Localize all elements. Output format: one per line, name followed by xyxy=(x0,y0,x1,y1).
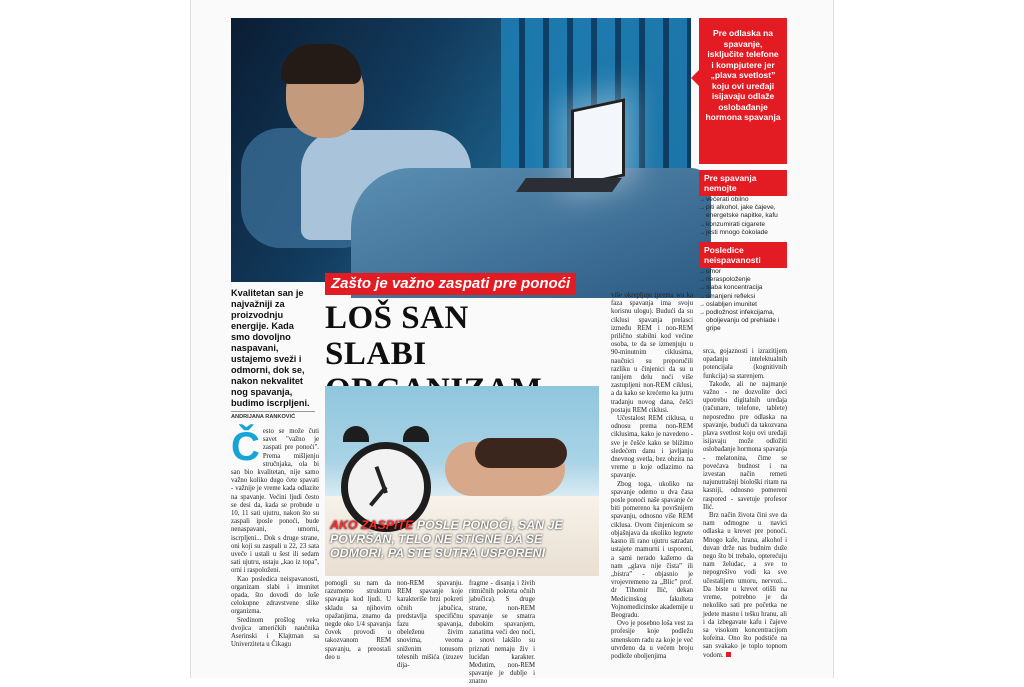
paragraph: Učestalost REM ciklusa, u odnosu prema non-REM ciklusima, kako je navedeno - sve je češće kako se bližimo sledećem danu i javljanju dnevnog svetla, bez obzira na vreme u koje odlazimo na spavanje. xyxy=(611,415,693,480)
article-intro: Kvalitetan san je najvažniji za proizvodnju energije. Kada smo dovoljno naspavani, ustajemo sveži i odmorni, dok se, nakon nekvalitet nog spavanja, budimo iscrpljeni. xyxy=(231,288,310,408)
man-hair-shape xyxy=(281,44,361,84)
article-column-6 xyxy=(703,348,787,660)
paragraph: Takođe, ali ne najmanje važno - ne dozvolite deci upotrebu digitalnih uređaja (računare, telefone, tablete) neposredno pre odlaska na spavanje, budući da takozvana plava svetlost koju ovi uređaji isijavaju može odložiti oslobađanje hormona spavanja - melatonina, čime se povećava budnost i na izvestan način remeti najunutrašnji biološki ritam na kasniji, odnosno pomereni raspored - savetuje profesor Ilić. xyxy=(703,380,787,511)
hero-photo xyxy=(231,18,691,282)
paragraph xyxy=(703,512,787,660)
article-column-4 xyxy=(469,580,535,687)
article-headline: LOŠ SAN SLABI xyxy=(325,300,469,372)
paragraph-text: Brz način života čini sve da nam odmogne u navici odlaska u krevet pre ponoći. Mnogo kafe, hrana, alkohol i duvan drže nas budnim duže nego što bi trebalo, opterećuju nam želudac, a sve to nepogrešivo vodi ka sve učestalijem umoru, nervozi... Da biste u krevet otišli na vreme, potrebno je da nekoliko sati pre početka ne jedete masnu i tešku hranu, ali i da izbegavate kafu i čajeve sa visokom koncentracijom kofeina. Ono što podstiče na san svakako je toplo topnom vodom. xyxy=(703,512,787,659)
sidebar-avoid-title: Pre spavanja nemojte xyxy=(699,170,787,196)
list-item: → večerati obilno xyxy=(699,196,791,204)
callout-text: Pre odlaska na spavanje, isključite telefone i kompjutere jer „plava svetlost” koju ovi uređaji isijavaju odlaže oslobađanje hormona spavanja xyxy=(705,28,781,122)
paragraph: Kao posledica neispavanosti, organizam slabi i imunitet opada, što dovodi do loše celokupne zdravstvene slike organizma. xyxy=(231,575,319,616)
laptop-screen-glow xyxy=(571,98,625,187)
sidebar-effects-title: Posledice neispavanosti xyxy=(699,242,787,268)
paragraph: Ovo je posebno loša vest za profesije koje podležu smenskom radu za koje je već utvrđeno da u većem broju podleže oboljenjima xyxy=(611,620,693,660)
photo-caption-text: POSLE PONOĆI, SAN JE POVRŠAN, TELO NE STIGNE DA SE ODMORI, PA STE SUTRA USPORENI xyxy=(330,518,563,560)
callout-box xyxy=(699,18,787,164)
clock-bell-left xyxy=(343,426,369,442)
list-item: → slaba koncentracija xyxy=(699,284,791,292)
article-column-3 xyxy=(397,580,463,670)
paragraph: esto se može čuti savet "važno je zaspati pre ponoći". Prema mišljenju stručnjaka, ola bi san bio kvalitetan, nije samo važno koliko dugo ćete spavati - važnije je vreme kada odlazite na spavanje. Većini ljudi često se desi da, kada se probude u 10, 11 sati ujutru, nakon što su zaspali iposle ponoći, bude nenaspavani, umorni, iscrpljeni... Dok s druge strane, oni koji su zaspali u 22, 23 sata uveče i ustali u šest ili sedam sati ujutru, ustaju „kao iz topa”, orni i raspoloženi. xyxy=(231,428,319,575)
paragraph: pomogli su nam da razumemo strukturu spavanja kod ljudi. U skladu sa njihovim opažanjima, znamo da negde oko 1/4 spavanja čovek provodi u takozvanom REM spavanju, a preostali deo u xyxy=(325,580,391,661)
photo-caption xyxy=(325,516,599,562)
paragraph: non-REM spavanju. REM spavanje koje karakteriše brzi pokreti očnih jabučica, predstavlja specifičnu fazu spavanja, obeleženu živim snovima, veoma sniženim tonusom telesnih mišića (izuzev dija- xyxy=(397,580,463,670)
photo-caption-lead: AKO ZASPITE xyxy=(330,518,414,532)
article-photo xyxy=(325,386,599,576)
list-item: → neraspoloženje xyxy=(699,276,791,284)
sidebar-avoid-list xyxy=(699,196,791,237)
paragraph: Sredinom prošlog veka dvojica američkih naučnika Aserinski i Klajtman sa Univerziteta u Čikagu xyxy=(231,616,319,649)
drop-cap: Č xyxy=(231,425,260,469)
clock-minute-hand xyxy=(369,486,387,507)
list-item: → jesti mnogo čokolade xyxy=(699,229,791,237)
article-kicker: Zašto je važno zaspati pre ponoći xyxy=(325,273,576,295)
callout-pointer xyxy=(691,70,699,86)
article-column-1 xyxy=(231,425,319,649)
article-column-5 xyxy=(611,292,693,661)
paragraph: fragme - disanja i živih ritmičnih pokreta očnih jabučica). S druge strane, non-REM spavanje se smatra dubokim spavanjem, zanatima veći deo noći, a snovi lakšilo su priznati nemaju živ i lucidan karakter. Međutim, non-REM spavanje je dublje i znatno xyxy=(469,580,535,686)
list-item: → piti alkohol, jake čajeve, energetske napitke, kafu xyxy=(699,204,791,220)
paragraph: Zbog toga, ukoliko na spavanje odemo u dva časa posle ponoći naše spavanje će biti pomereno ka površnijem spavanju, odnosno više REM ciklusa. Ovom činjenicom se objašnjava da ukoliko legnete kasno ili rano ujutru satradan ustajete mamurni i usporeni, a sami nerado kažemo da nam „glava nije čista” ili „bistra” - objasnio je vrojevremeno za „Blic” prof. dr Tihomir Ilić, dekan Medicinskog fakulteta Vojnomedicinske akademije u Beogradu. xyxy=(611,480,693,619)
paragraph: srca, gojaznosti i izrazitijem opadanju intelektualnih potencijala (kognitivnih funkcija) sa starenjem. xyxy=(703,348,787,380)
list-item: → oslabljen imunitet xyxy=(699,301,791,309)
end-mark-icon xyxy=(726,652,731,657)
paragraph: više okrepljuje (prema wa ka faza spavanja ima svoju korisnu ulogu). Budući da su ciklusi spavanja prelasci između REM i non-REM prilično stabilni kod većine osoba, te da se izmenjuju u 90-minutnim ciklusima, naučnici su preporučili razliku u činjenici da su u ranijem delu noći više zastupljeni non-REM ciklusi, a da kako se krećemo ka jutru tradanju novog dana, češći postaju REM ciklusi. xyxy=(611,292,693,414)
article-byline: ANDRIJANA RANKOVIĆ xyxy=(231,411,315,420)
article-column-2 xyxy=(325,580,391,662)
list-item: → podložnost infekcijama, oboljevanju od prehlade i gripe xyxy=(699,309,791,334)
laptop-base xyxy=(516,178,622,192)
clock-bell-right xyxy=(403,426,429,442)
sidebar-effects-list xyxy=(699,268,791,334)
list-item: → smanjeni refleksi xyxy=(699,293,791,301)
list-item: → konzumirati cigarete xyxy=(699,221,791,229)
list-item: → umor xyxy=(699,268,791,276)
woman-hair-shape xyxy=(475,438,567,468)
newspaper-page xyxy=(190,0,834,686)
